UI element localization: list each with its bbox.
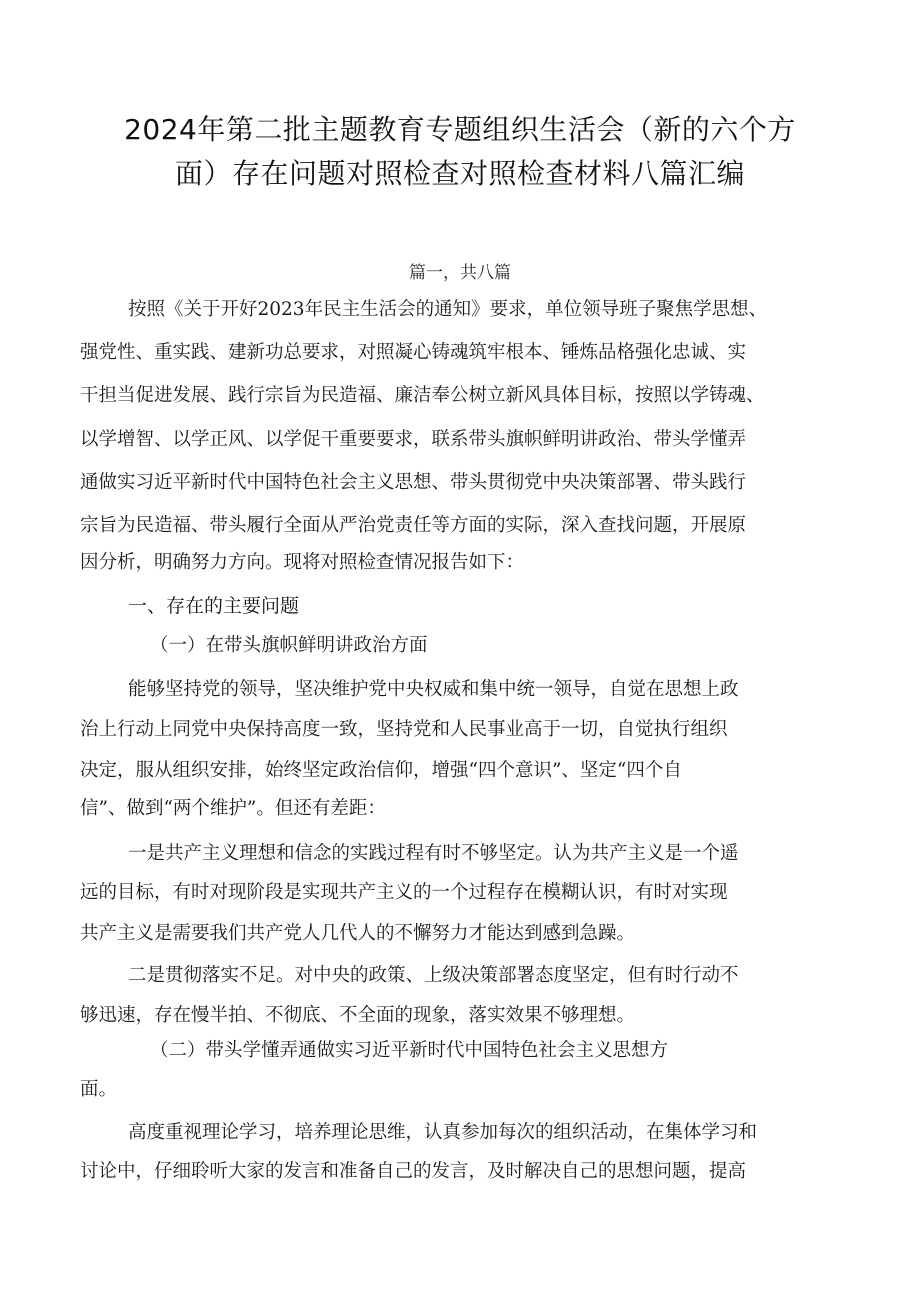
intro-line-6: 宗旨为民造福、带头履行全面从严治党责任等方面的实际，深入查找问题，开展原: [80, 515, 747, 536]
intro-line-5: 通做实习近平新时代中国特色社会主义思想、带头贯彻党中央决策部署、带头践行: [80, 472, 747, 493]
sub1-line-2: 治上行动上同党中央保持高度一致，坚持党和人民事业高于一切，自觉执行组织: [80, 719, 728, 740]
point2-line-1: 二是贯彻落实不足。对中央的政策、上级决策部署态度坚定，但有时行动不: [128, 965, 739, 986]
intro-line-2: 强党性、重实践、建新功总要求，对照凝心铸魂筑牢根本、锤炼品格强化忠诚、实: [80, 342, 747, 363]
sub1-line-4: 信”、做到“两个维护”。但还有差距：: [80, 798, 386, 819]
sub1-line-1: 能够坚持党的领导，坚决维护党中央权威和集中统一领导，自觉在思想上政: [128, 679, 739, 700]
point1-line-2: 远的目标，有时对现阶段是实现共产主义的一个过程存在模糊认识，有时对实现: [80, 882, 728, 903]
intro-line-4: 以学增智、以学正风、以学促干重要要求，联系带头旗帜鲜明讲政治、带头学懂弄: [80, 429, 747, 450]
sub1-line-3: 决定，服从组织安排，始终坚定政治信仰，增强“四个意识”、坚定“四个自: [80, 760, 682, 781]
intro-line-3: 干担当促进发展、践行宗旨为民造福、廉洁奉公树立新风具体目标，按照以学铸魂、: [80, 385, 765, 406]
sub2-line-1: 高度重视理论学习，培养理论思维，认真参加每次的组织活动，在集体学习和: [128, 1122, 758, 1143]
sub2-line-2: 讨论中，仔细聆听大家的发言和准备自己的发言，及时解决自己的思想问题，提高: [80, 1161, 747, 1182]
document-subtitle: 篇一，共八篇: [409, 263, 511, 283]
point1-line-1: 一是共产主义理想和信念的实践过程有时不够坚定。认为共产主义是一个遥: [128, 843, 739, 864]
point2-line-2: 够迅速，存在慢半拍、不彻底、不全面的现象，落实效果不够理想。: [80, 1005, 636, 1026]
point1-line-3: 共产主义是需要我们共产党人几代人的不懈努力才能达到感到急躁。: [80, 923, 636, 944]
subsection-heading-2-line-1: （二）带头学懂弄通做实习近平新时代中国特色社会主义思想方: [150, 1040, 669, 1061]
document-title-line-2: 面）存在问题对照检查对照检查材料八篇汇编: [174, 157, 745, 190]
intro-line-1: 按照《关于开好2023年民主生活会的通知》要求，单位领导班子聚焦学思想、: [128, 299, 768, 320]
document-title-line-1: 2024年第二批主题教育专题组织生活会（新的六个方: [124, 113, 796, 146]
section-heading-1: 一、存在的主要问题: [128, 595, 300, 617]
subsection-heading-2-line-2: 面。: [80, 1079, 118, 1100]
intro-line-7: 因分析，明确努力方向。现将对照检查情况报告如下：: [80, 552, 525, 573]
subsection-heading-1: （一）在带头旗帜鲜明讲政治方面: [150, 635, 428, 656]
